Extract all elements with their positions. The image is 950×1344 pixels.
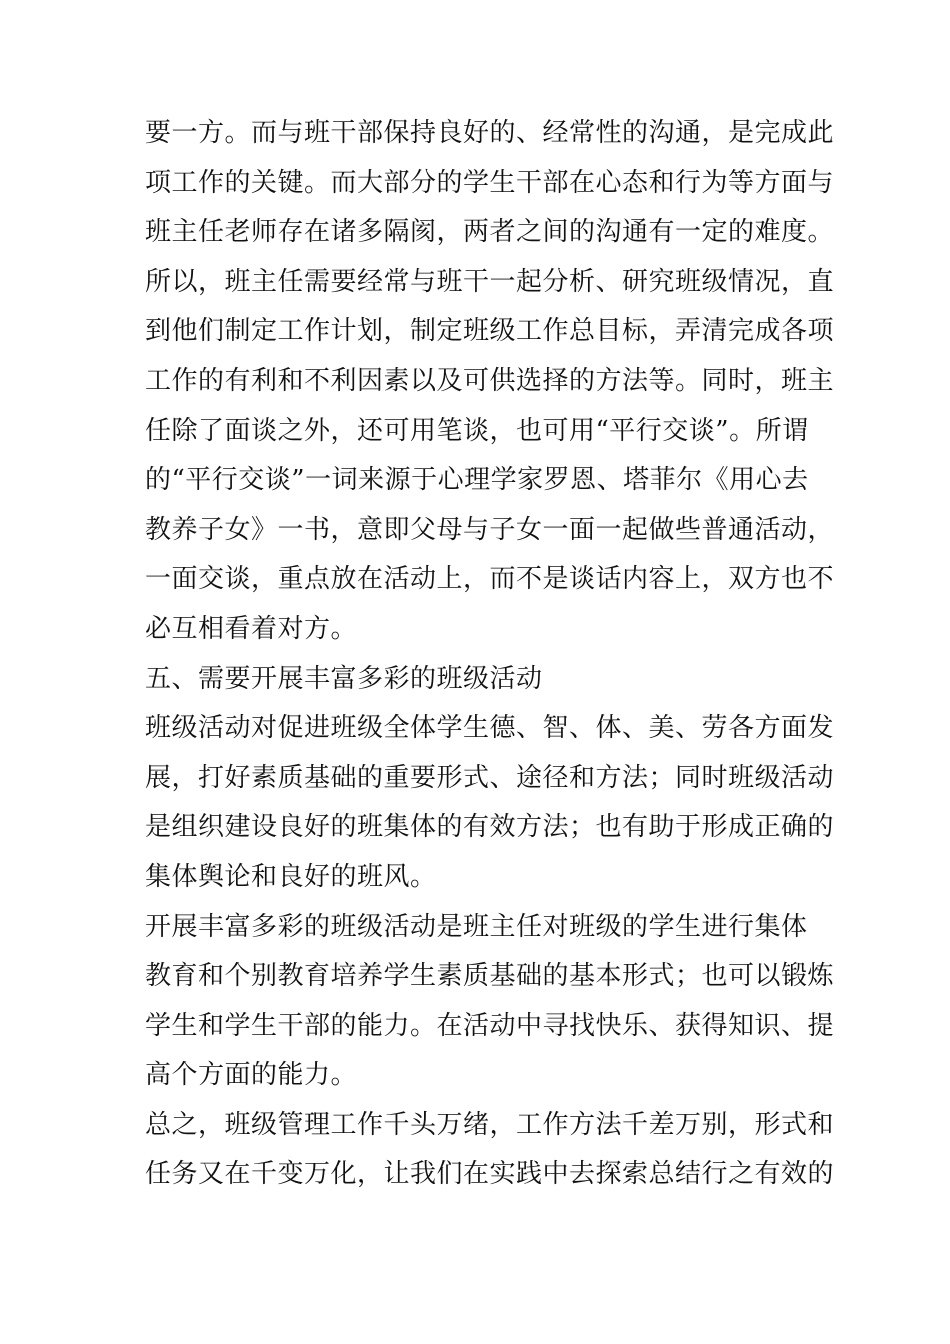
text-line: 集体舆论和良好的班风。 xyxy=(145,861,437,892)
text-line: 是组织建设良好的班集体的有效方法；也有助于形成正确的 xyxy=(145,812,835,843)
section-heading: 五、需要开展丰富多彩的班级活动 xyxy=(145,663,543,694)
text-line: 要一方。而与班干部保持良好的、经常性的沟通，是完成此 xyxy=(145,118,835,148)
text-line: 学生和学生干部的能力。在活动中寻找快乐、获得知识、提 xyxy=(145,1010,835,1041)
text-line: 教育和个别教育培养学生素质基础的基本形式；也可以锻炼 xyxy=(145,961,835,992)
body-text xyxy=(145,109,835,1200)
text-line: 教养子女》一书，意即父母与子女一面一起做些普通活动， xyxy=(145,514,835,545)
text-line: 班主任老师存在诸多隔阂，两者之间的沟通有一定的难度。 xyxy=(145,217,835,248)
text-line: 工作的有利和不利因素以及可供选择的方法等。同时，班主 xyxy=(145,365,835,396)
text-line: 任务又在千变万化，让我们在实践中去探索总结行之有效的 xyxy=(145,1159,835,1190)
text-line: 到他们制定工作计划，制定班级工作总目标，弄清完成各项 xyxy=(145,316,835,347)
text-line: 高个方面的能力。 xyxy=(145,1060,358,1091)
text-line: 任除了面谈之外，还可用笔谈，也可用“平行交谈”。所谓 xyxy=(145,415,809,446)
text-line: 一面交谈，重点放在活动上，而不是谈话内容上，双方也不 xyxy=(145,564,835,595)
text-line: 的“平行交谈”一词来源于心理学家罗恩、塔菲尔《用心去 xyxy=(145,465,809,496)
text-line: 展，打好素质基础的重要形式、途径和方法；同时班级活动 xyxy=(145,762,835,793)
text-line: 必互相看着对方。 xyxy=(145,613,358,644)
text-line: 所以，班主任需要经常与班干一起分析、研究班级情况，直 xyxy=(145,266,835,297)
text-line: 总之，班级管理工作千头万绪，工作方法千差万别，形式和 xyxy=(145,1109,835,1140)
text-line: 项工作的关键。而大部分的学生干部在心态和行为等方面与 xyxy=(145,167,835,198)
text-line: 开展丰富多彩的班级活动是班主任对班级的学生进行集体 xyxy=(145,911,808,942)
text-line: 班级活动对促进班级全体学生德、智、体、美、劳各方面发 xyxy=(145,713,835,744)
